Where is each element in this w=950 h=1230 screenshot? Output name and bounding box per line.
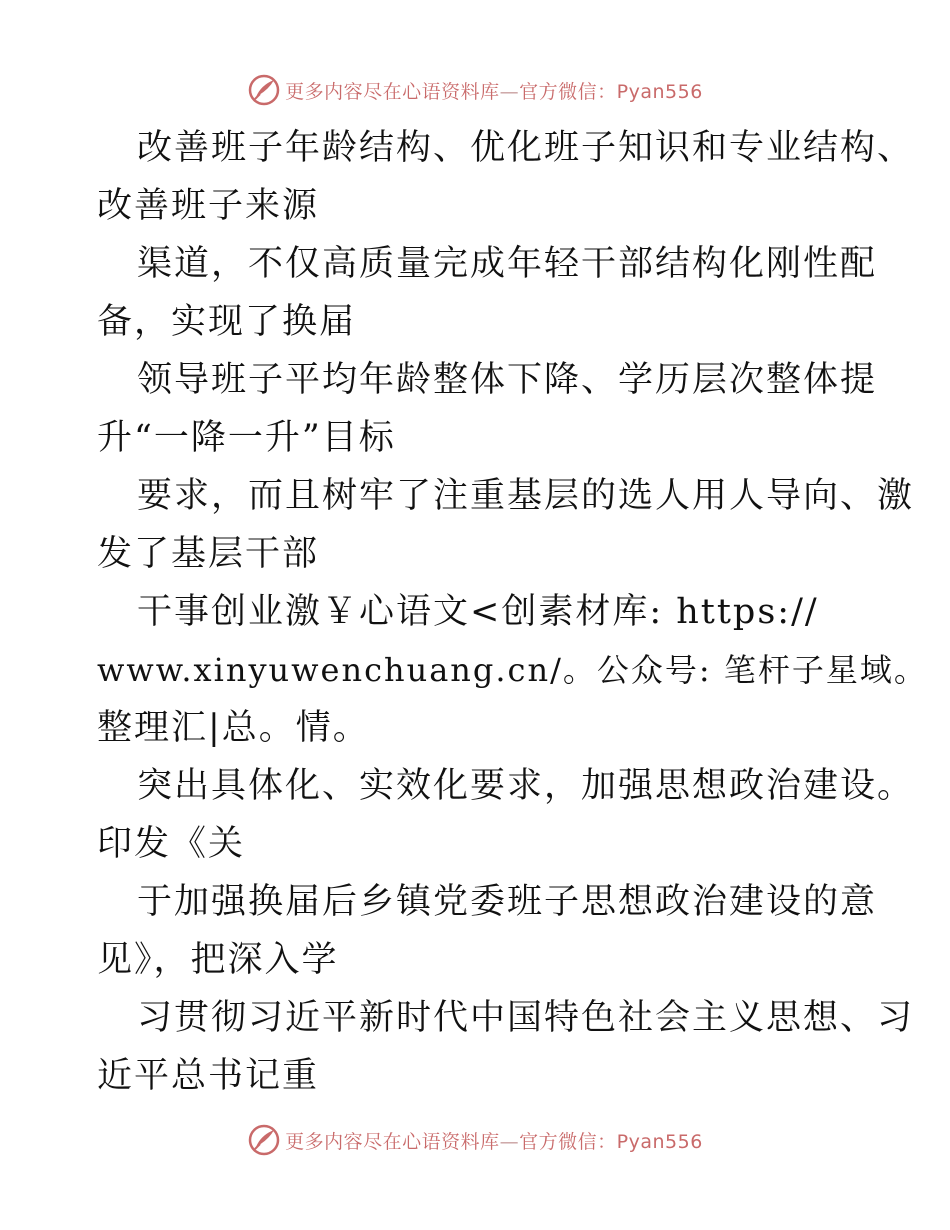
- watermark-banner-top: [0, 70, 950, 110]
- quill-logo-icon: [247, 1123, 281, 1157]
- text-line: 升“一降一升”目标: [97, 418, 396, 458]
- text-line: 见》，把深入学: [97, 940, 339, 980]
- text-line: 于加强换届后乡镇党委班子思想政治建设的意: [137, 882, 878, 922]
- watermark-site: 更多内容尽在心语资料库: [285, 1130, 500, 1153]
- text-line: 习贯彻习近平新时代中国特色社会主义思想、习: [137, 998, 915, 1038]
- watermark-text: [285, 1127, 703, 1154]
- watermark-banner-bottom: [0, 1120, 950, 1160]
- text-line: 近平总书记重: [97, 1056, 320, 1096]
- text-line: 备，实现了换届: [97, 302, 357, 342]
- quill-logo-icon: [247, 73, 281, 107]
- text-line: 发了基层干部: [97, 534, 320, 574]
- text-line: 印发《关: [97, 824, 246, 864]
- watermark-separator: —: [499, 80, 520, 103]
- watermark-contact: 官方微信：Pyan556: [519, 80, 703, 103]
- watermark-site: 更多内容尽在心语资料库: [285, 80, 500, 103]
- watermark-text: [285, 77, 703, 104]
- watermark-separator: —: [499, 1130, 520, 1153]
- text-line: 领导班子平均年龄整体下降、学历层次整体提: [137, 360, 878, 400]
- text-line: 要求，而且树牢了注重基层的选人用人导向、激: [137, 476, 915, 516]
- text-line: 突出具体化、实效化要求，加强思想政治建设。: [137, 766, 915, 806]
- text-line: 改善班子来源: [97, 186, 320, 226]
- text-line: 干事创业激￥心语文<创素材库: https://: [137, 592, 819, 632]
- text-line: 改善班子年龄结构、优化班子知识和专业结构、: [137, 128, 915, 168]
- watermark-contact: 官方微信：Pyan556: [519, 1130, 703, 1153]
- text-line: www.xinyuwenchuang.cn/。公众号: 笔杆子星域。: [97, 651, 928, 689]
- text-line: 整理汇|总。情。: [97, 708, 370, 748]
- text-line: 渠道，不仅高质量完成年轻干部结构化刚性配: [137, 244, 878, 284]
